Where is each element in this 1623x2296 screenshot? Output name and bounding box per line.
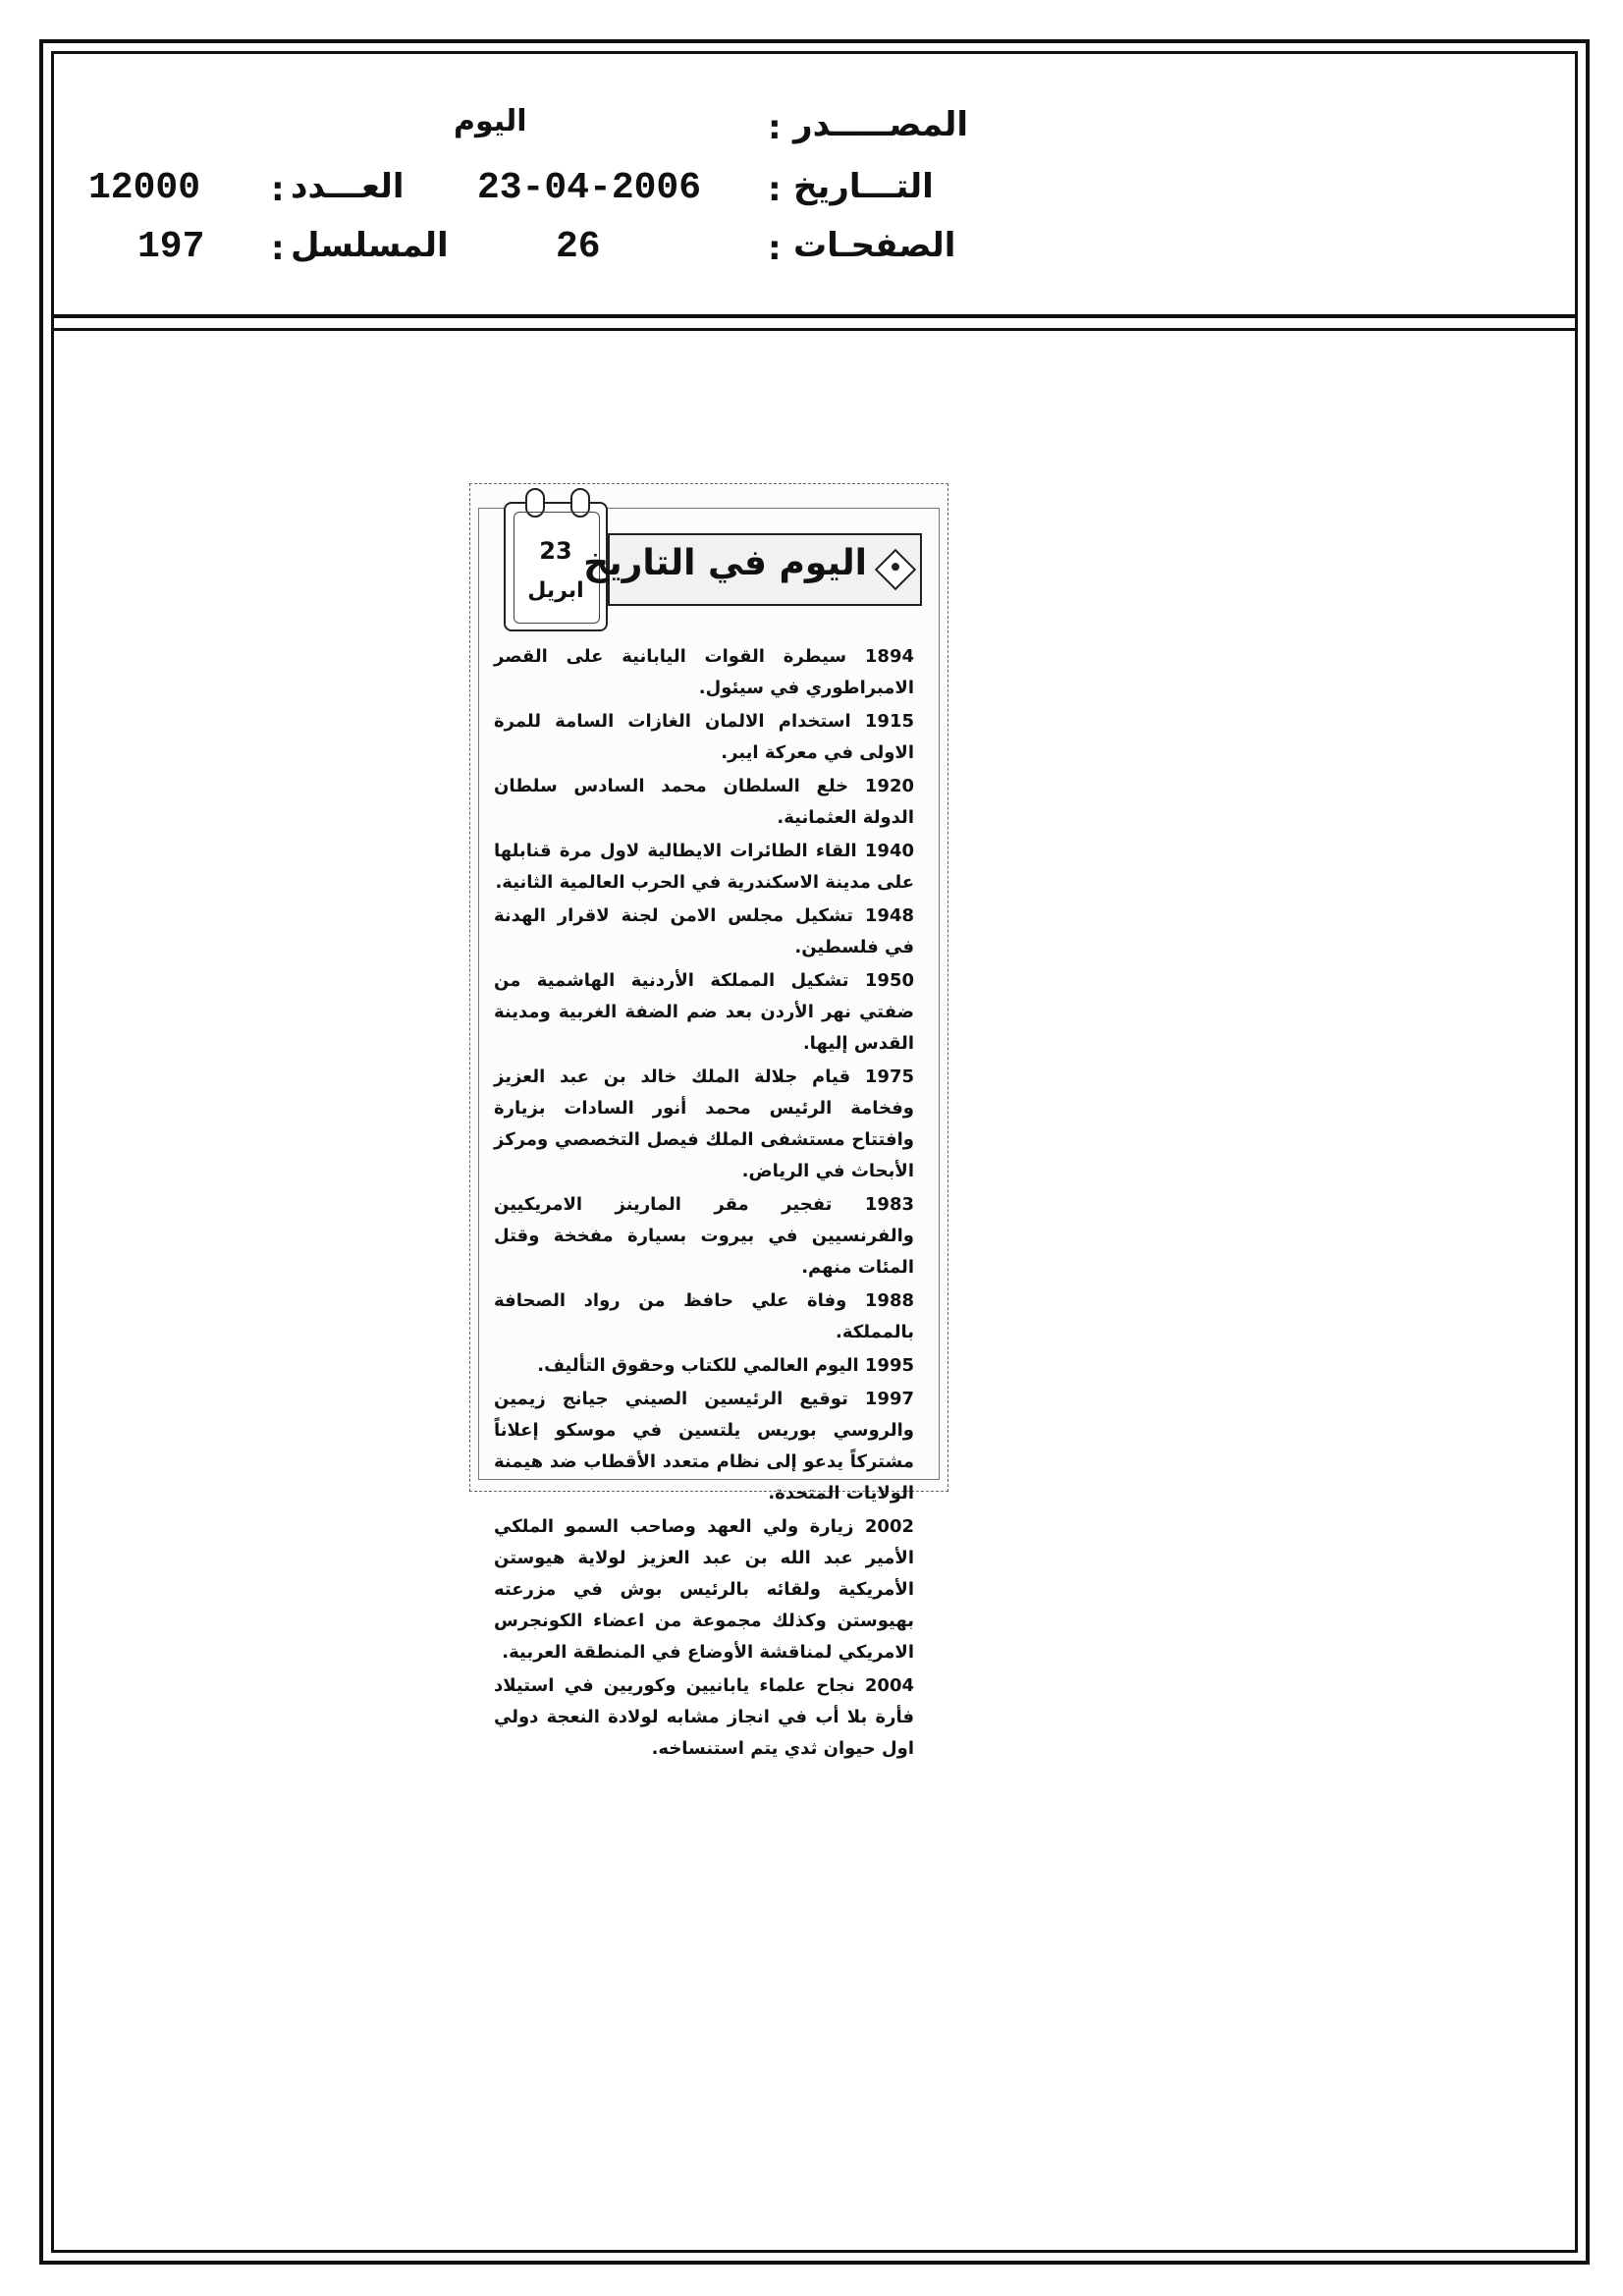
clipping-title: اليوم في التاريخ xyxy=(583,543,867,583)
history-entry: 1920 خلع السلطان محمد السادس سلطان الدولة العثمانية. xyxy=(494,776,914,828)
history-entry: 1988 وفاة علي حافظ من رواد الصحافة بالمملكة. xyxy=(494,1290,914,1342)
pages-label: الصفحـات xyxy=(793,226,956,265)
newspaper-clipping xyxy=(469,483,948,1759)
calendar-ring-icon xyxy=(525,488,545,518)
serial-value: 197 xyxy=(137,226,205,268)
history-entry: 1983 تفجير مقر المارينز الامريكيين والفرنسيين في بيروت بسيارة مفخخة وقتل المئات منهم. xyxy=(494,1194,914,1278)
pages-value: 26 xyxy=(556,226,601,268)
history-entry: 1997 توقيع الرئيسين الصيني جيانج زيمين والروسي بوريس يلتسين في موسكو إعلاناً مشتركاً يدعو إلى نظام متعدد الأقطاب ضد هيمنة الولايات المتحدة. xyxy=(494,1389,914,1503)
issue-label: العـــدد xyxy=(291,167,405,206)
issue-value: 12000 xyxy=(88,167,201,209)
header-divider-inner xyxy=(51,328,1578,331)
issue-colon: : xyxy=(271,170,285,209)
history-entry: 1995 اليوم العالمي للكتاب وحقوق التأليف. xyxy=(537,1355,914,1376)
header-divider xyxy=(51,314,1578,318)
history-entry: 1975 قيام جلالة الملك خالد بن عبد العزيز وفخامة الرئيس محمد أنور السادات بزيارة وافتتاح مستشفى الملك فيصل التخصصي ومركز الأبحاث في الرياض. xyxy=(494,1066,914,1181)
history-entry: 1940 القاء الطائرات الايطالية لاول مرة قنابلها على مدينة الاسكندرية في الحرب العالمية الثانية. xyxy=(494,841,914,893)
calendar-ring-icon xyxy=(570,488,590,518)
date-value: 23-04-2006 xyxy=(477,167,702,209)
source-value: اليوم xyxy=(454,104,527,138)
serial-colon: : xyxy=(271,229,285,268)
calendar-day: 23 xyxy=(539,537,572,565)
serial-label: المسلسل xyxy=(291,226,449,265)
history-entry: 1950 تشكيل المملكة الأردنية الهاشمية من ضفتي نهر الأردن بعد ضم الضفة الغربية ومدينة القدس إليها. xyxy=(494,970,914,1054)
date-label: التـــاريخ xyxy=(793,167,934,206)
source-colon: : xyxy=(768,108,782,147)
pages-colon: : xyxy=(768,229,782,268)
title-banner xyxy=(583,533,922,606)
history-entry: 1894 سيطرة القوات اليابانية على القصر الامبراطوري في سيئول. xyxy=(494,646,914,698)
history-entry: 1915 استخدام الالمان الغازات السامة للمرة الاولى في معركة ايبر. xyxy=(494,711,914,763)
history-entry: 2004 نجاح علماء يابانيين وكوريين في استيلاد فأرة بلا أب في انجاز مشابه لولادة النعجة دولي اول حيوان ثدي يتم استنساخه. xyxy=(494,1675,914,1759)
history-entry: 2002 زيارة ولي العهد وصاحب السمو الملكي الأمير عبد الله بن عبد العزيز لولاية هيوستن الأمريكية ولقائه بالرئيس بوش في مزرعته بهيوستن وكذلك مجموعة من اعضاء الكونجرس الامريكي لمناقشة الأوضاع في المنطقة العربية. xyxy=(494,1516,914,1663)
history-entry: 1948 تشكيل مجلس الامن لجنة لاقرار الهدنة في فلسطين. xyxy=(494,905,914,957)
date-colon: : xyxy=(768,170,782,209)
diamond-ornament-icon xyxy=(875,549,916,590)
source-label: المصـــــدر xyxy=(793,105,969,144)
history-entries xyxy=(494,641,914,1767)
calendar-month: ابريل xyxy=(527,578,584,603)
